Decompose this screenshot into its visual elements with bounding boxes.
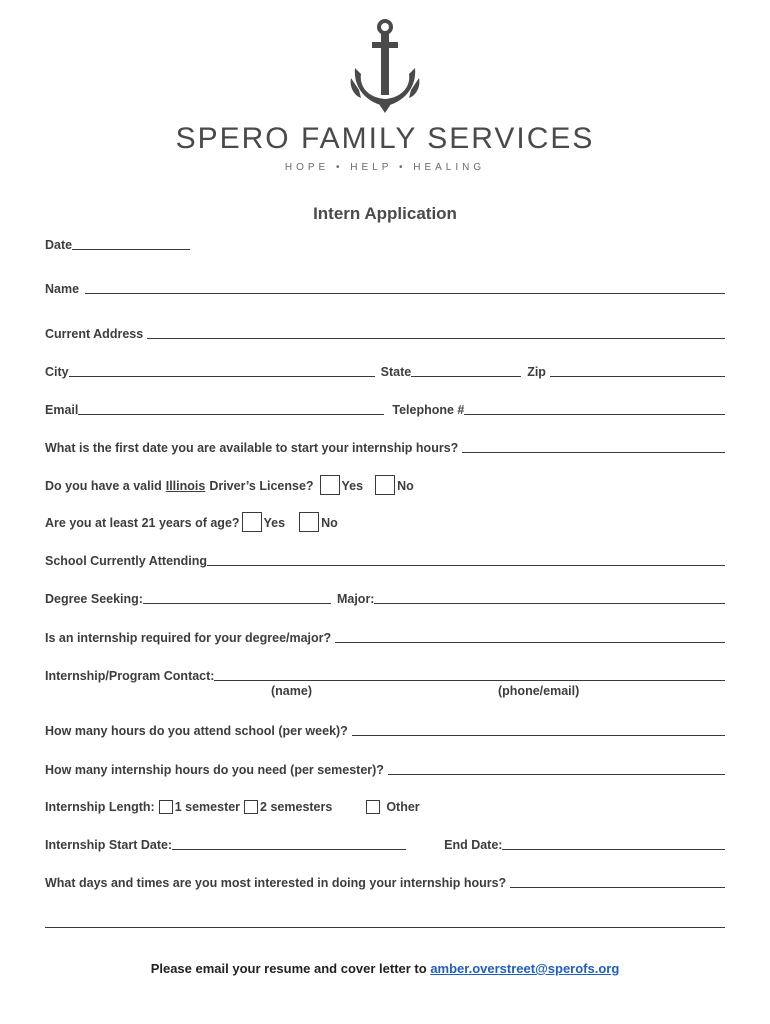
- two-semesters-checkbox[interactable]: [244, 800, 258, 814]
- internship-required-row: [45, 625, 725, 645]
- program-contact-field[interactable]: [214, 666, 725, 681]
- start-date-field[interactable]: [172, 835, 406, 850]
- first-date-row: [45, 435, 725, 455]
- license-no-label: No: [397, 479, 414, 493]
- degree-field[interactable]: [143, 589, 331, 604]
- hours-needed-field[interactable]: [388, 760, 725, 775]
- license-yes-checkbox[interactable]: [320, 475, 340, 495]
- date-field[interactable]: [72, 235, 190, 250]
- footer-text: Please email your resume and cover letter to: [150, 961, 431, 976]
- hours-needed-row: [45, 757, 725, 777]
- age-yes-label: Yes: [263, 516, 286, 530]
- age-label: Are you at least 21 years of age?: [45, 516, 240, 530]
- city-label: City: [45, 365, 69, 379]
- major-label: Major:: [336, 592, 375, 606]
- days-times-label: What days and times are you most interested in doing your internship hours?: [45, 876, 507, 890]
- internship-required-label: Is an internship required for your degree/major?: [45, 631, 332, 645]
- address-field[interactable]: [147, 324, 725, 339]
- hours-needed-label: How many internship hours do you need (per semester)?: [45, 763, 384, 777]
- address-row: [45, 321, 725, 341]
- state-label: State: [380, 365, 412, 379]
- address-label: Current Address: [45, 327, 144, 341]
- hours-school-row: [45, 718, 725, 738]
- first-date-label: What is the first date you are available to start your internship hours?: [45, 441, 459, 455]
- contact-phone-hint: (phone/email): [498, 684, 580, 698]
- zip-field[interactable]: [550, 362, 725, 377]
- brand-tagline: HOPE • HELP • HEALING: [284, 162, 486, 173]
- age-row: [45, 510, 725, 530]
- city-field[interactable]: [69, 362, 375, 377]
- telephone-label: Telephone #: [392, 403, 465, 417]
- hours-school-field[interactable]: [352, 721, 725, 736]
- internship-required-field[interactable]: [335, 628, 725, 643]
- contact-email-link[interactable]: amber.overstreet@sperofs.org: [430, 961, 620, 976]
- footer-note: [0, 961, 770, 976]
- date-row: [45, 232, 725, 252]
- contact-name-hint: (name): [271, 684, 312, 698]
- major-field[interactable]: [374, 589, 725, 604]
- length-label: Internship Length:: [45, 800, 155, 814]
- other-checkbox[interactable]: [366, 800, 380, 814]
- hours-school-label: How many hours do you attend school (per week)?: [45, 724, 348, 738]
- license-label-suffix: Driver’s License?: [209, 479, 314, 493]
- days-times-field[interactable]: [510, 873, 725, 888]
- age-no-label: No: [321, 516, 338, 530]
- telephone-field[interactable]: [464, 400, 725, 415]
- one-semester-label: 1 semester: [174, 800, 241, 814]
- name-row: [45, 276, 725, 296]
- days-times-extra-row: [45, 910, 725, 930]
- program-contact-label: Internship/Program Contact:: [45, 669, 215, 683]
- age-no-checkbox[interactable]: [299, 512, 319, 532]
- license-state: Illinois: [165, 479, 206, 493]
- degree-major-row: [45, 586, 725, 606]
- state-field[interactable]: [411, 362, 521, 377]
- two-semesters-label: 2 semesters: [260, 800, 333, 814]
- degree-label: Degree Seeking:: [45, 592, 143, 606]
- school-row: [45, 548, 725, 568]
- one-semester-checkbox[interactable]: [159, 800, 173, 814]
- email-field[interactable]: [78, 400, 384, 415]
- school-field[interactable]: [207, 551, 725, 566]
- brand-name: SPERO FAMILY SERVICES: [175, 122, 595, 155]
- name-label: Name: [45, 282, 80, 296]
- end-date-field[interactable]: [502, 835, 725, 850]
- date-label: Date: [45, 238, 73, 252]
- license-label-prefix: Do you have a valid: [45, 479, 162, 493]
- license-yes-label: Yes: [341, 479, 364, 493]
- name-field[interactable]: [85, 279, 725, 294]
- days-times-extra-field[interactable]: [45, 913, 725, 928]
- program-contact-row: [45, 663, 725, 683]
- length-row: [45, 794, 725, 814]
- page-title: Intern Application: [313, 204, 457, 223]
- start-date-label: Internship Start Date:: [45, 838, 173, 852]
- days-times-row: [45, 870, 725, 890]
- zip-label: Zip: [527, 365, 546, 379]
- license-no-checkbox[interactable]: [375, 475, 395, 495]
- start-end-row: [45, 832, 725, 852]
- school-label: School Currently Attending: [45, 554, 208, 568]
- anchor-icon: [345, 18, 425, 118]
- first-date-field[interactable]: [462, 438, 725, 453]
- city-state-zip-row: [45, 359, 725, 379]
- email-phone-row: [45, 397, 725, 417]
- license-row: [45, 473, 725, 493]
- other-label: Other: [386, 800, 420, 814]
- age-yes-checkbox[interactable]: [242, 512, 262, 532]
- end-date-label: End Date:: [444, 838, 503, 852]
- email-label: Email: [45, 403, 79, 417]
